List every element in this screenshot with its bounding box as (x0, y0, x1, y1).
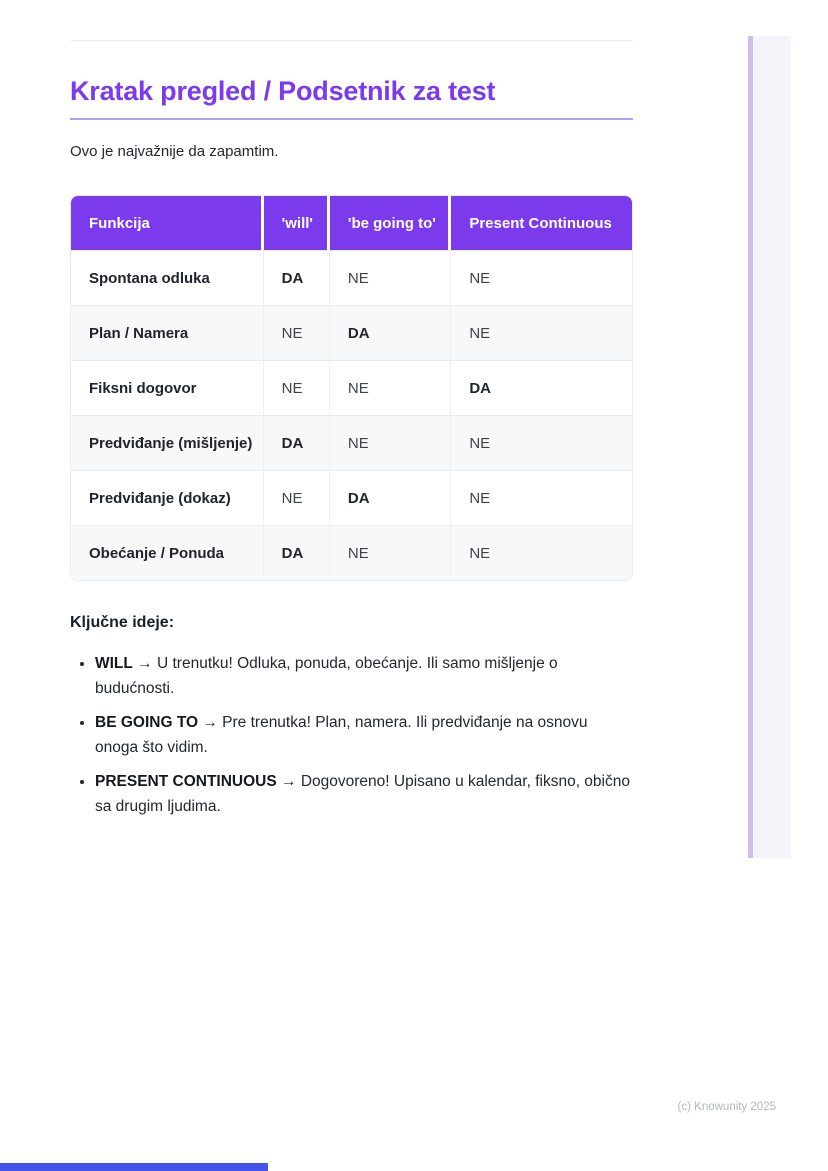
summary-table-body (71, 250, 632, 580)
row-label: Predviđanje (dokaz) (71, 470, 264, 525)
row-value: DA (264, 415, 330, 470)
row-label: Plan / Namera (71, 305, 264, 360)
row-value: NE (264, 360, 330, 415)
next-page-section-band (0, 1163, 268, 1171)
title-underline (70, 118, 633, 120)
document-page (70, 0, 633, 828)
row-value: NE (264, 305, 330, 360)
row-value: NE (330, 250, 451, 305)
key-idea-term: WILL (95, 655, 133, 672)
row-value: NE (451, 415, 632, 470)
intro-text: Ovo je najvažnije da zapamtim. (70, 143, 279, 160)
top-divider (70, 40, 633, 41)
row-value: DA (264, 250, 330, 305)
row-value: NE (451, 250, 632, 305)
key-idea-item: • BE GOING TO → Pre trenutka! Plan, namera. Ili predviđanje na osnovu onoga što vidim. (95, 710, 633, 760)
row-value: DA (330, 470, 451, 525)
table-row (71, 305, 632, 360)
key-idea-term: BE GOING TO (95, 714, 199, 731)
table-row (71, 525, 632, 580)
row-value: NE (451, 470, 632, 525)
table-row (71, 470, 632, 525)
key-ideas-heading: Ključne ideje: (70, 614, 175, 631)
row-value: NE (330, 525, 451, 580)
key-ideas-list (70, 651, 633, 819)
row-value: DA (330, 305, 451, 360)
key-idea-item: • PRESENT CONTINUOUS → Dogovoreno! Upisano u kalendar, fiksno, obično sa drugim ljudima. (95, 769, 633, 819)
table-row (71, 415, 632, 470)
page-edge-strip (748, 36, 791, 858)
row-value: NE (330, 360, 451, 415)
column-header-be-going-to: 'be going to' (330, 196, 451, 250)
page-title: Kratak pregled / Podsetnik za test (70, 76, 496, 106)
key-idea-item: • WILL → U trenutku! Odluka, ponuda, obećanje. Ili samo mišljenje o budućnosti. (95, 651, 633, 701)
row-value: NE (330, 415, 451, 470)
copyright-note: (c) Knowunity 2025 (677, 1101, 776, 1113)
row-value: NE (264, 470, 330, 525)
column-header-funkcija: Funkcija (71, 196, 264, 250)
table-row (71, 360, 632, 415)
row-value: NE (451, 525, 632, 580)
table-row (71, 250, 632, 305)
row-label: Predviđanje (mišljenje) (71, 415, 264, 470)
column-header-will: 'will' (264, 196, 330, 250)
key-idea-term: PRESENT CONTINUOUS (95, 773, 277, 790)
row-label: Obećanje / Ponuda (71, 525, 264, 580)
row-label: Fiksni dogovor (71, 360, 264, 415)
summary-table (70, 195, 633, 581)
summary-table-header (71, 196, 632, 250)
row-value: NE (451, 305, 632, 360)
table-header-row (71, 196, 632, 250)
row-value: DA (451, 360, 632, 415)
row-label: Spontana odluka (71, 250, 264, 305)
row-value: DA (264, 525, 330, 580)
column-header-present-continuous: Present Continuous (451, 196, 632, 250)
